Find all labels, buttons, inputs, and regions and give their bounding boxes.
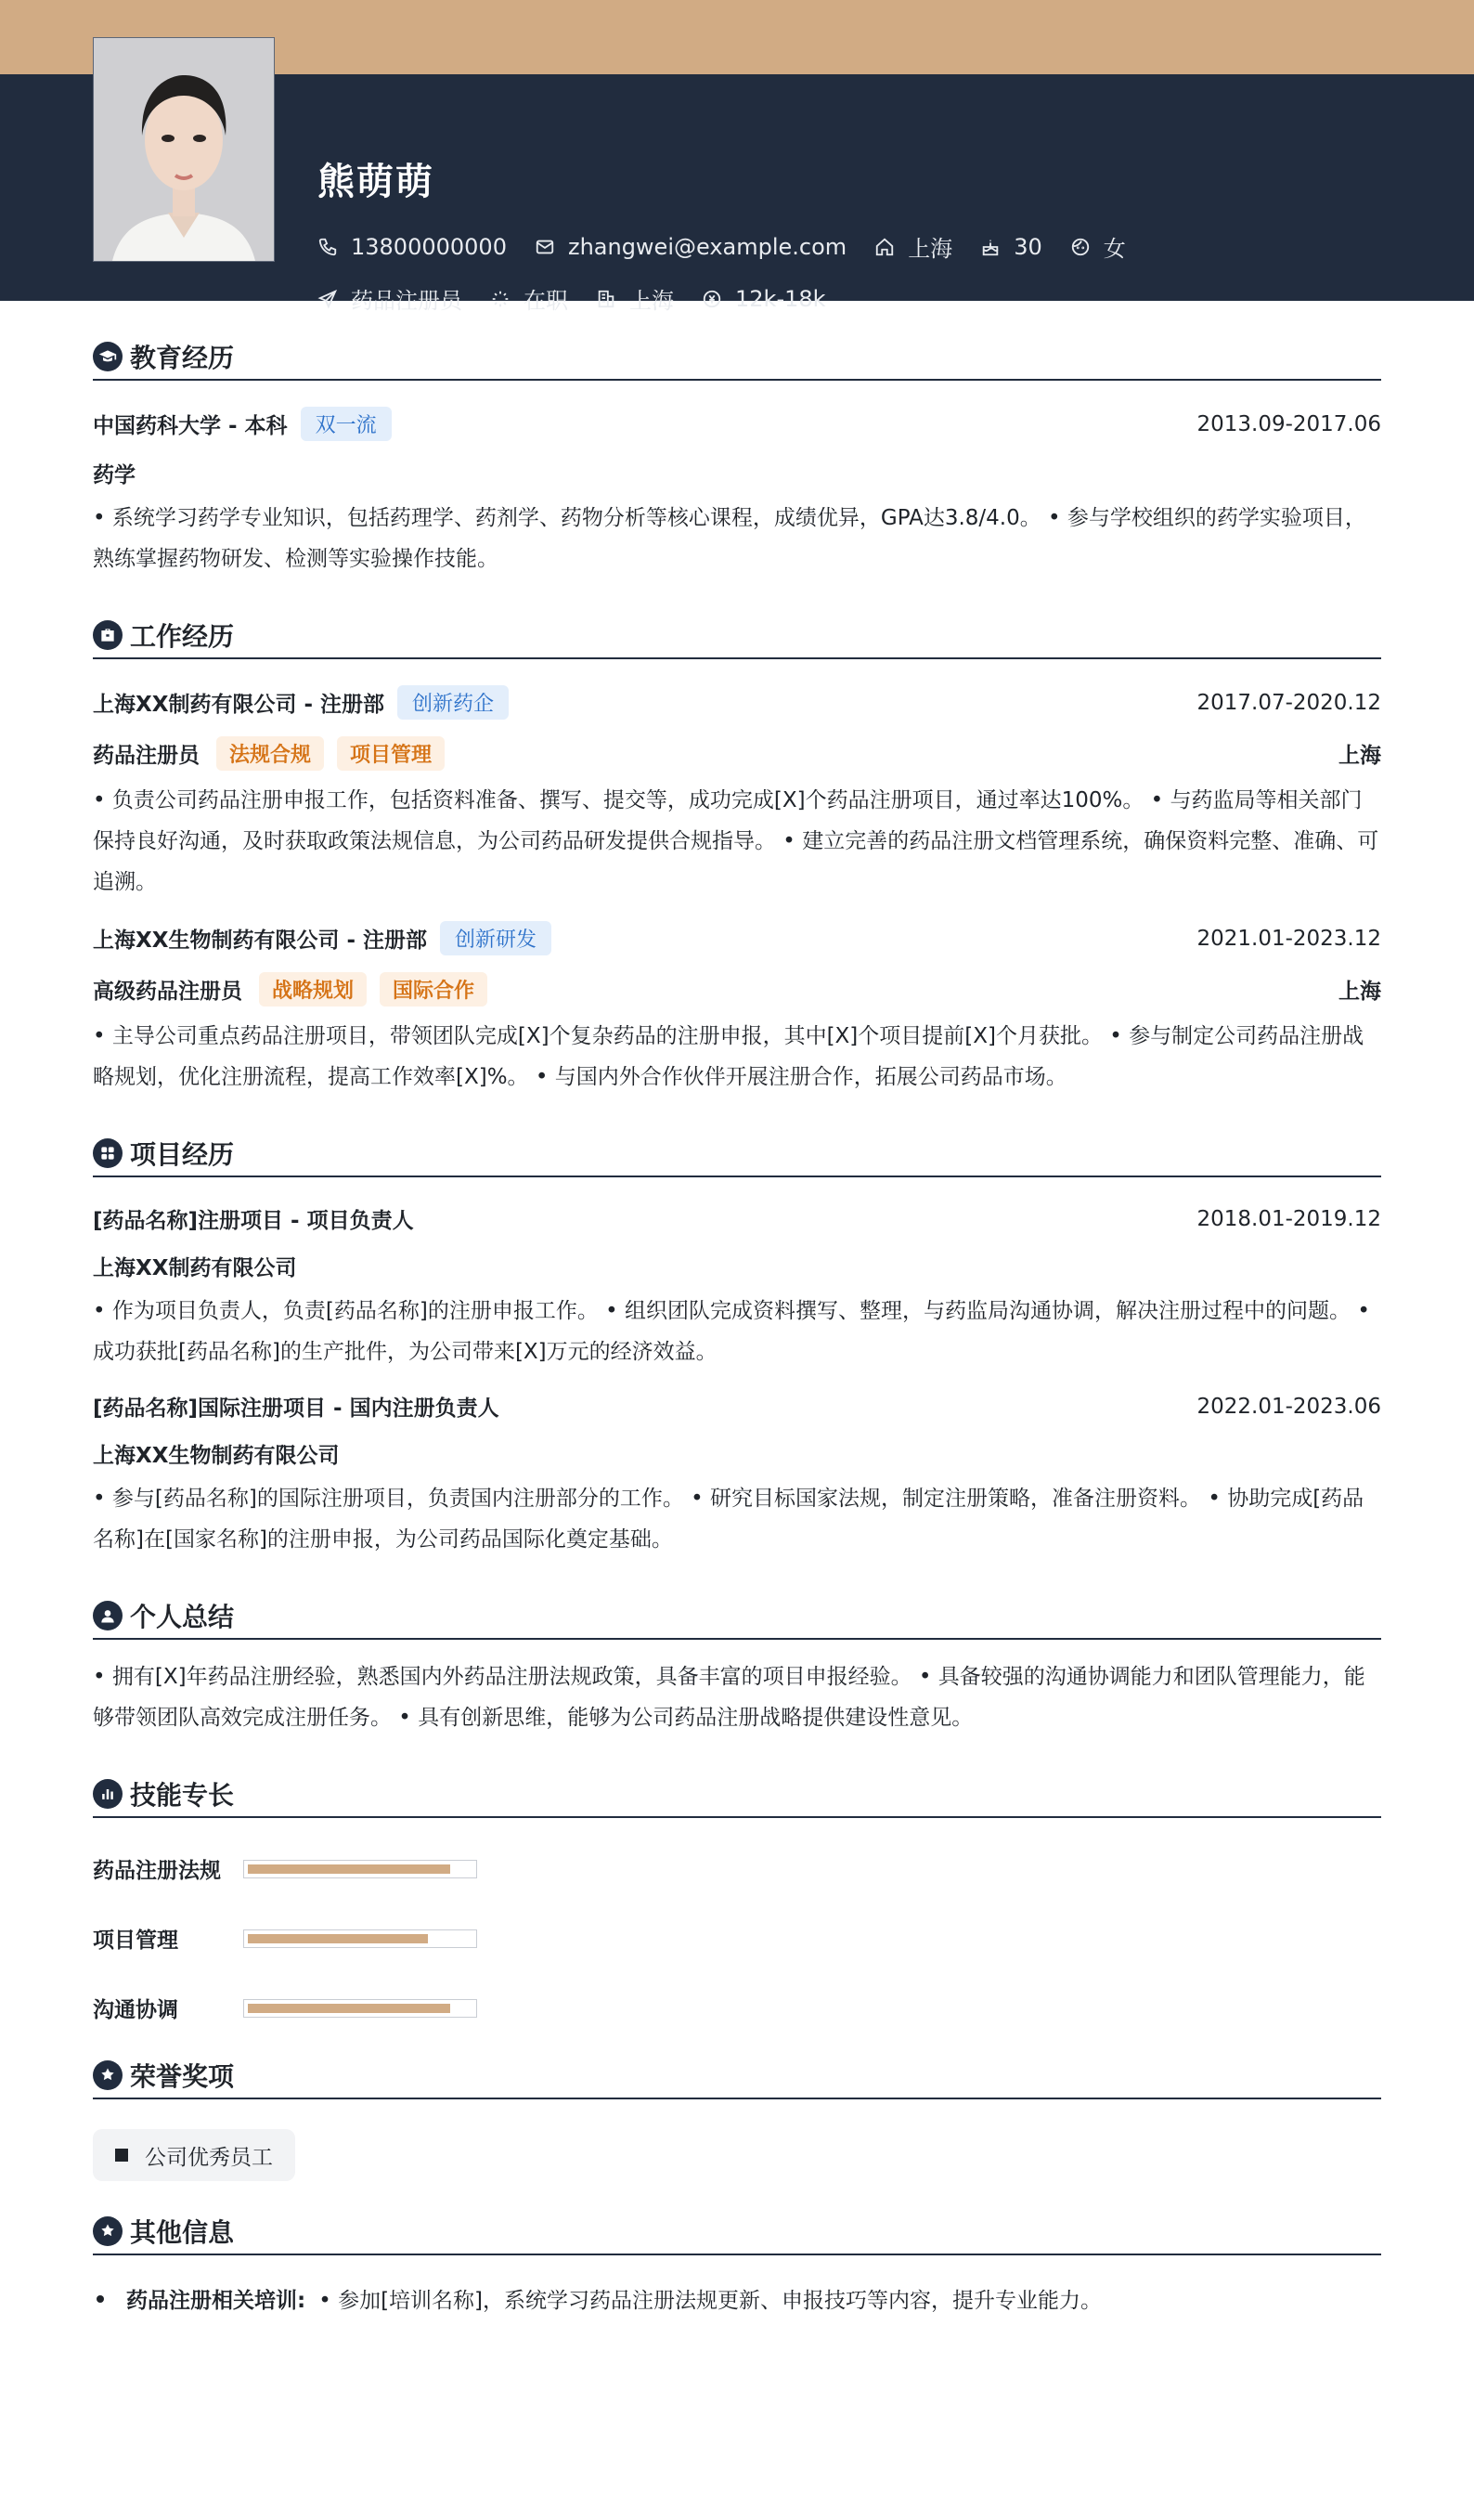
education-entry-header	[93, 407, 1381, 441]
face-icon	[1070, 237, 1091, 257]
skill-tag: 国际合作	[380, 972, 487, 1007]
other-section-header	[93, 2176, 1381, 2255]
location-text: 上海	[1338, 980, 1381, 1004]
project-name: [药品名称]注册项目 - 项目负责人	[93, 1209, 414, 1233]
hometown-text: 上海	[908, 236, 953, 262]
phone-item	[317, 234, 507, 260]
education-description: • 系统学习药学专业知识，包括药理学、药剂学、药物分析等核心课程，成绩优异，GPA达3.8/4.0。 • 参与学校组织的药学实验项目，熟练掌握药物研发、检测等实验操作技能。	[93, 506, 1366, 571]
home-icon	[874, 237, 895, 257]
role-text: 药品注册员	[93, 744, 200, 768]
work-entry-2-description: • 主导公司重点药品注册项目，带领团队完成[X]个复杂药品的注册申报，其中[X]个项目提前[X]个月获批。 • 参与制定公司药品注册战略规划，优化注册流程，提高工作效率[X]%。 • 与国内外合作伙伴开展注册合作，拓展公司药品市场。	[93, 1024, 1364, 1089]
cake-icon	[980, 237, 1001, 257]
work-entry-1-header	[93, 685, 1381, 720]
award-icon	[93, 2060, 123, 2090]
age-text: 30	[1014, 233, 1042, 260]
major-text: 药学	[93, 463, 136, 487]
project-company: 上海XX制药有限公司	[93, 1256, 297, 1280]
projects-title: 项目经历	[130, 1139, 235, 1170]
award-text: 公司优秀员工	[145, 2145, 273, 2170]
candidate-name: 熊萌萌	[317, 161, 434, 203]
skill-label: 药品注册法规	[93, 1859, 221, 1883]
bullet-dot-icon	[97, 2295, 104, 2303]
skills-section-header	[93, 1738, 1381, 1818]
company-tag: 创新药企	[397, 685, 509, 720]
location-text: 上海	[1338, 744, 1381, 768]
skills-title: 技能专长	[130, 1780, 235, 1811]
school-tag: 双一流	[301, 407, 392, 441]
profile-photo	[93, 37, 275, 262]
skill-label: 沟通协调	[93, 1998, 178, 2022]
skill-tag: 法规合规	[216, 736, 324, 771]
work-entry-2-header	[93, 921, 1381, 955]
education-section-header	[93, 301, 1381, 381]
work-section-header	[93, 579, 1381, 659]
work-date: 2021.01-2023.12	[1196, 926, 1381, 951]
phone-icon	[317, 237, 338, 257]
awards-title: 荣誉奖项	[130, 2061, 235, 2092]
role-text: 高级药品注册员	[93, 980, 242, 1004]
skill-bar	[243, 1999, 477, 2018]
grid-icon	[93, 1138, 123, 1168]
project-2-description: • 参与[药品名称]的国际注册项目，负责国内注册部分的工作。 • 研究目标国家法规，制定注册策略，准备注册资料。 • 协助完成[药品名称]在[国家名称]的注册申报，为公司药品国际化奠定基础。	[93, 1487, 1364, 1552]
portrait-image	[94, 38, 274, 261]
education-major	[93, 458, 1381, 488]
project-1-company	[93, 1251, 1381, 1281]
project-1-description: • 作为项目负责人，负责[药品名称]的注册申报工作。 • 组织团队完成资料撰写、整理，与药监局沟通协调，解决注册过程中的问题。 • 成功获批[药品名称]的生产批件，为公司带来[X]万元的经济效益。	[93, 1299, 1370, 1364]
city-text: 上海	[629, 288, 674, 314]
skill-item	[93, 1923, 1381, 1954]
briefcase-icon	[93, 620, 123, 650]
badge-icon	[93, 2216, 123, 2246]
gender-text: 女	[1103, 236, 1126, 262]
skill-tag: 战略规划	[259, 972, 367, 1007]
skill-bar-fill	[248, 1864, 450, 1874]
skill-bar	[243, 1929, 477, 1948]
project-2-header	[93, 1391, 1381, 1422]
skill-bar-fill	[248, 1934, 428, 1943]
work-entry-1-description: • 负责公司药品注册申报工作，包括资料准备、撰写、提交等，成功完成[X]个药品注册项目，通过率达100%。 • 与药监局等相关部门保持良好沟通，及时获取政策法规信息，为公司药品研发提供合规指导。 • 建立完善的药品注册文档管理系统，确保资料完整、准确、可追溯。	[93, 788, 1379, 894]
project-company: 上海XX生物制药有限公司	[93, 1444, 340, 1468]
gender-item	[1070, 230, 1126, 263]
project-date: 2022.01-2023.06	[1196, 1394, 1381, 1419]
school-name: 中国药科大学 - 本科	[93, 414, 288, 438]
work-entry-1-role	[93, 736, 1381, 771]
skill-tag: 项目管理	[337, 736, 445, 771]
other-item-text: • 参加[培训名称]，系统学习药品注册法规更新、申报技巧等内容，提升专业能力。	[318, 2289, 1103, 2313]
work-entry-2-role	[93, 972, 1381, 1007]
user-icon	[93, 1601, 123, 1630]
email-text: zhangwei@example.com	[567, 233, 847, 260]
project-2-company	[93, 1438, 1381, 1469]
summary-section-header	[93, 1560, 1381, 1640]
education-title: 教育经历	[130, 343, 235, 373]
phone-text: 13800000000	[351, 233, 507, 260]
square-bullet-icon	[115, 2149, 128, 2162]
resume-content	[93, 301, 1381, 2314]
company-tag: 创新研发	[440, 921, 551, 955]
work-title: 工作经历	[130, 621, 235, 652]
projects-section-header	[93, 1098, 1381, 1177]
salary-text: 12k-18k	[735, 285, 826, 312]
bar-chart-icon	[93, 1779, 123, 1809]
project-name: [药品名称]国际注册项目 - 国内注册负责人	[93, 1396, 499, 1421]
skill-bar-fill	[248, 2004, 450, 2013]
contact-row	[317, 230, 1154, 263]
summary-title: 个人总结	[130, 1602, 235, 1632]
skill-label: 项目管理	[93, 1929, 178, 1953]
hometown-item	[874, 230, 952, 263]
status-text: 在职	[524, 288, 568, 314]
other-item-label: 药品注册相关培训:	[126, 2289, 306, 2313]
age-item	[980, 234, 1042, 260]
skill-item	[93, 1853, 1381, 1884]
summary-description: • 拥有[X]年药品注册经验，熟悉国内外药品注册法规政策，具备丰富的项目申报经验。 • 具备较强的沟通协调能力和团队管理能力，能够带领团队高效完成注册任务。 • 具有创新思维，能够为公司药品注册战略提供建设性意见。	[93, 1665, 1365, 1730]
company-name: 上海XX生物制药有限公司 - 注册部	[93, 929, 428, 953]
education-date: 2013.09-2017.06	[1196, 411, 1381, 436]
graduation-cap-icon	[93, 342, 123, 371]
other-title: 其他信息	[130, 2217, 235, 2248]
other-item	[93, 2283, 1381, 2314]
skill-bar	[243, 1860, 477, 1878]
job-title-text: 药品注册员	[351, 288, 462, 314]
company-name: 上海XX制药有限公司 - 注册部	[93, 693, 385, 717]
work-date: 2017.07-2020.12	[1196, 690, 1381, 715]
mail-icon	[535, 237, 555, 257]
award-item	[93, 2129, 295, 2181]
email-item	[535, 234, 847, 260]
awards-section-header	[93, 2020, 1381, 2099]
project-date: 2018.01-2019.12	[1196, 1206, 1381, 1231]
project-1-header	[93, 1203, 1381, 1234]
